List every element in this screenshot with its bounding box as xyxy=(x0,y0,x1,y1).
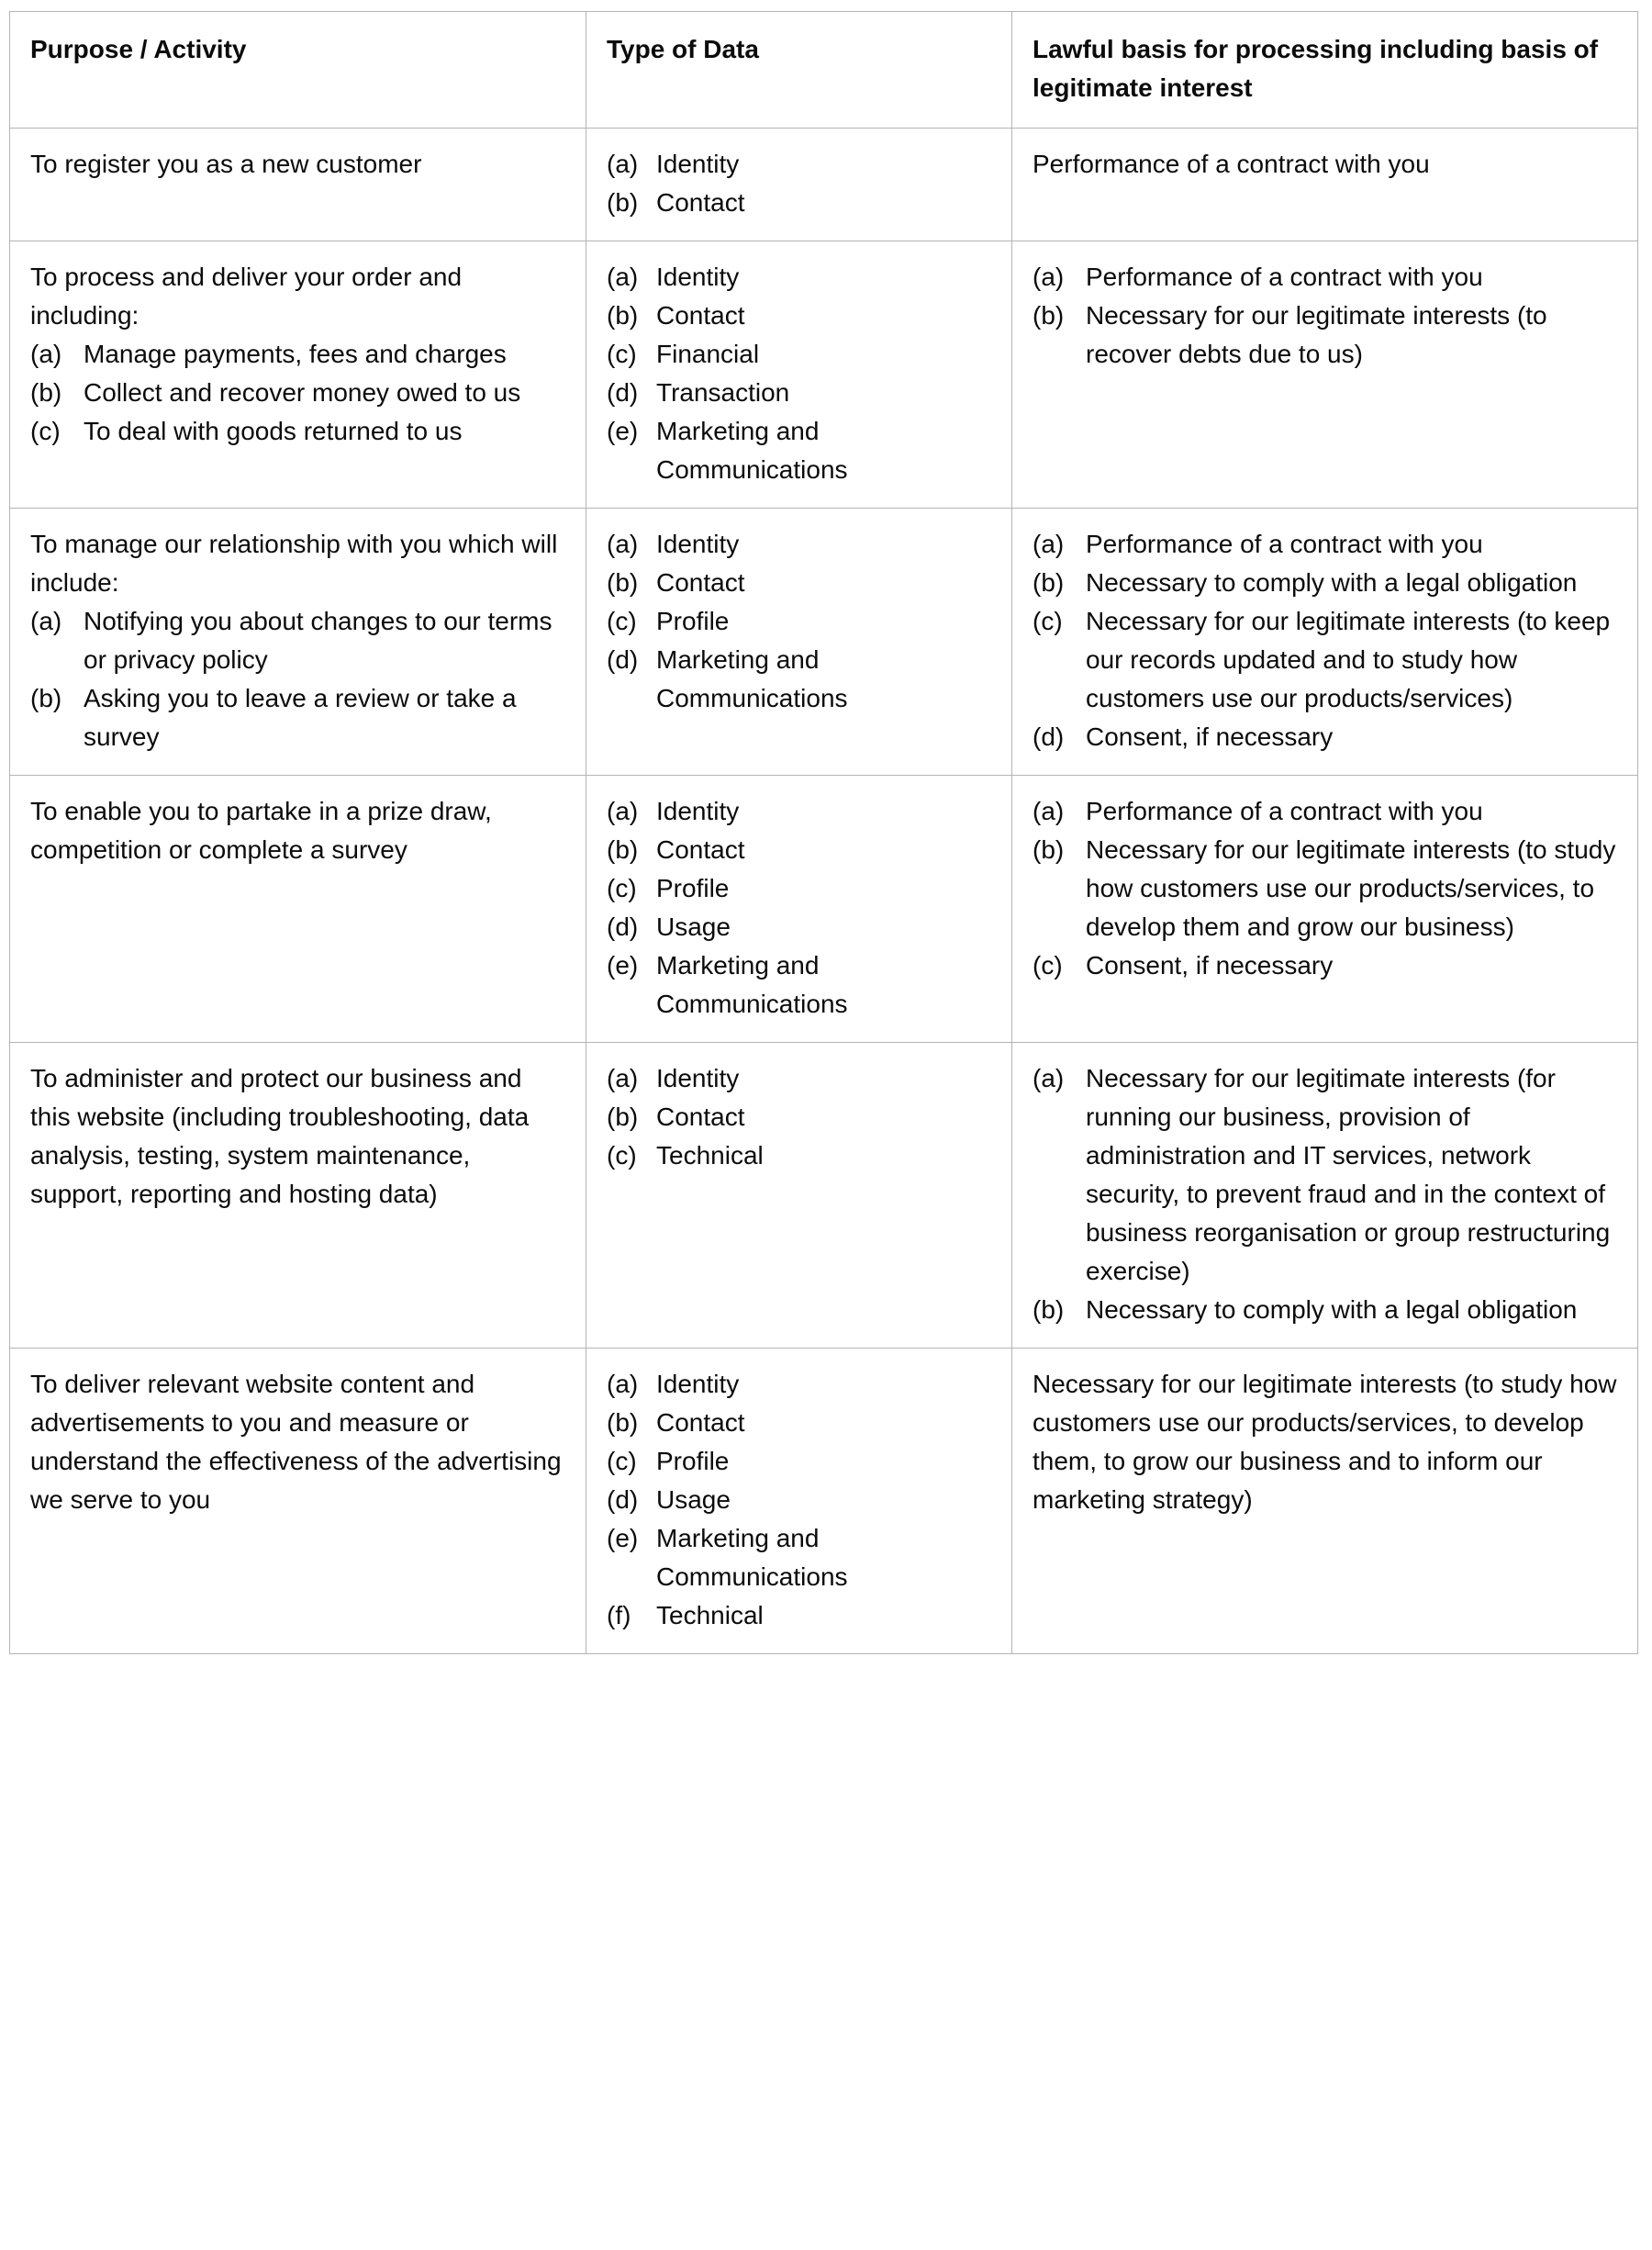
list-item xyxy=(30,602,565,679)
list-item-label: Contact xyxy=(656,301,745,330)
list-item-marker: (b) xyxy=(30,378,62,407)
column-header-type-of-data: Type of Data xyxy=(586,12,1012,129)
list-item-label: Consent, if necessary xyxy=(1086,722,1334,751)
list-item-marker: (b) xyxy=(607,1103,639,1131)
list-item-marker: (c) xyxy=(607,874,637,902)
cell-type-of-data xyxy=(586,129,1012,241)
table-header xyxy=(10,12,1638,129)
list-item xyxy=(607,258,991,297)
list-item xyxy=(30,335,565,374)
list-item-label: Transaction xyxy=(656,378,790,407)
list-item xyxy=(607,1442,991,1481)
list-item-label: Contact xyxy=(656,835,745,864)
list-item xyxy=(1032,602,1617,718)
list-item-marker: (a) xyxy=(1032,263,1065,291)
cell-type-of-data xyxy=(586,1349,1012,1654)
list-item-marker: (c) xyxy=(607,1447,637,1475)
lettered-list xyxy=(30,602,565,756)
list-item-label: Marketing and Communications xyxy=(656,1524,848,1591)
list-item xyxy=(607,908,991,946)
list-item-marker: (e) xyxy=(607,417,639,445)
cell-text: Necessary for our legitimate interests (to study how customers use our products/services, to develop them, to grow our business and to inform our marketing strategy) xyxy=(1032,1370,1617,1514)
list-item-marker: (a) xyxy=(607,797,639,825)
list-item-label: Profile xyxy=(656,874,730,902)
list-item xyxy=(1032,525,1617,564)
list-item-label: Contact xyxy=(656,1103,745,1131)
table-row xyxy=(10,241,1638,509)
list-item-marker: (b) xyxy=(607,568,639,597)
cell-text: To process and deliver your order and including: xyxy=(30,263,463,330)
cell-type-of-data xyxy=(586,509,1012,776)
list-item-marker: (a) xyxy=(1032,797,1065,825)
list-item-label: Performance of a contract with you xyxy=(1086,797,1483,825)
list-item-marker: (e) xyxy=(607,951,639,979)
table-body xyxy=(10,129,1638,1654)
list-item-marker: (a) xyxy=(30,607,62,635)
list-item-label: Financial xyxy=(656,340,760,368)
table-row xyxy=(10,776,1638,1043)
table-row xyxy=(10,129,1638,241)
lettered-list xyxy=(607,145,991,222)
lettered-list xyxy=(1032,258,1617,374)
list-item-label: Identity xyxy=(656,530,740,558)
list-item xyxy=(1032,831,1617,946)
list-item-marker: (b) xyxy=(1032,835,1065,864)
list-item-marker: (a) xyxy=(1032,530,1065,558)
list-item-label: Necessary for our legitimate interests (to keep our records updated and to study how customers use our products/services) xyxy=(1086,607,1611,712)
list-item xyxy=(607,525,991,564)
cell-text: To deliver relevant website content and advertisements to you and measure or understand the effectiveness of the advertising we serve to you xyxy=(30,1370,562,1514)
list-item-marker: (b) xyxy=(607,835,639,864)
list-item-marker: (d) xyxy=(607,645,639,674)
list-item xyxy=(1032,946,1617,985)
list-item-marker: (b) xyxy=(607,301,639,330)
list-item xyxy=(30,412,565,451)
list-item-label: Necessary for our legitimate interests (to recover debts due to us) xyxy=(1086,301,1547,368)
table-row xyxy=(10,509,1638,776)
table-row xyxy=(10,1043,1638,1349)
lettered-list xyxy=(1032,525,1617,756)
list-item-label: Identity xyxy=(656,1370,740,1398)
list-item xyxy=(607,1519,991,1596)
list-item-marker: (a) xyxy=(607,530,639,558)
list-item-label: Identity xyxy=(656,263,740,291)
list-item-label: Necessary for our legitimate interests (to study how customers use our products/services, to develop them and grow our business) xyxy=(1086,835,1616,941)
list-item-label: Necessary for our legitimate interests (for running our business, provision of administration and IT services, network security, to prevent fraud and in the context of business reorganisation or group restructuring exercise) xyxy=(1086,1064,1611,1285)
list-item-marker: (b) xyxy=(1032,568,1065,597)
lettered-list xyxy=(607,1365,991,1635)
list-item-label: Technical xyxy=(656,1141,764,1170)
list-item-label: Identity xyxy=(656,1064,740,1092)
list-item xyxy=(30,679,565,756)
lettered-list xyxy=(30,335,565,451)
list-item-label: Usage xyxy=(656,1485,731,1514)
lettered-list xyxy=(607,525,991,718)
cell-lawful-basis xyxy=(1012,776,1638,1043)
list-item xyxy=(607,792,991,831)
list-item xyxy=(1032,297,1617,374)
list-item xyxy=(607,145,991,184)
list-item-marker: (d) xyxy=(607,378,639,407)
list-item xyxy=(607,831,991,869)
cell-type-of-data xyxy=(586,1043,1012,1349)
list-item-label: Profile xyxy=(656,1447,730,1475)
list-item-label: Identity xyxy=(656,797,740,825)
cell-type-of-data xyxy=(586,776,1012,1043)
list-item xyxy=(607,641,991,718)
list-item xyxy=(607,1136,991,1175)
list-item-marker: (d) xyxy=(607,912,639,941)
cell-lawful-basis xyxy=(1012,509,1638,776)
list-item-label: Marketing and Communications xyxy=(656,417,848,484)
list-item-marker: (c) xyxy=(1032,607,1063,635)
list-item-marker: (b) xyxy=(1032,1295,1065,1324)
list-item-label: Performance of a contract with you xyxy=(1086,530,1483,558)
cell-lawful-basis xyxy=(1012,1043,1638,1349)
list-item-marker: (a) xyxy=(607,263,639,291)
list-item-label: Manage payments, fees and charges xyxy=(84,340,507,368)
cell-text: To register you as a new customer xyxy=(30,150,422,178)
list-item-label: Performance of a contract with you xyxy=(1086,263,1483,291)
list-item-label: Contact xyxy=(656,568,745,597)
list-item xyxy=(607,335,991,374)
column-header-purpose: Purpose / Activity xyxy=(10,12,586,129)
cell-text: To administer and protect our business and this website (including troubleshooting, data analysis, testing, system maintenance, support, reporting and hosting data) xyxy=(30,1064,530,1208)
list-item xyxy=(607,1098,991,1136)
list-item-label: Necessary to comply with a legal obligation xyxy=(1086,568,1578,597)
cell-purpose xyxy=(10,241,586,509)
list-item xyxy=(607,1481,991,1519)
list-item-marker: (b) xyxy=(30,684,62,712)
list-item-marker: (a) xyxy=(607,150,639,178)
list-item-label: To deal with goods returned to us xyxy=(84,417,463,445)
list-item xyxy=(1032,564,1617,602)
list-item-marker: (a) xyxy=(607,1064,639,1092)
list-item xyxy=(607,1059,991,1098)
cell-lawful-basis xyxy=(1012,1349,1638,1654)
list-item-marker: (c) xyxy=(607,340,637,368)
list-item-label: Contact xyxy=(656,1408,745,1437)
list-item xyxy=(1032,258,1617,297)
list-item-label: Technical xyxy=(656,1601,764,1629)
list-item-marker: (a) xyxy=(1032,1064,1065,1092)
list-item-marker: (b) xyxy=(607,188,639,217)
cell-purpose xyxy=(10,776,586,1043)
list-item xyxy=(1032,792,1617,831)
list-item-marker: (b) xyxy=(1032,301,1065,330)
list-item-label: Notifying you about changes to our terms or privacy policy xyxy=(84,607,553,674)
list-item-marker: (b) xyxy=(607,1408,639,1437)
list-item-label: Marketing and Communications xyxy=(656,645,848,712)
list-item xyxy=(607,1365,991,1404)
cell-lawful-basis xyxy=(1012,241,1638,509)
list-item xyxy=(607,1404,991,1442)
list-item xyxy=(607,869,991,908)
list-item-marker: (c) xyxy=(30,417,61,445)
list-item-label: Consent, if necessary xyxy=(1086,951,1334,979)
list-item-label: Profile xyxy=(656,607,730,635)
list-item-marker: (c) xyxy=(607,607,637,635)
list-item-label: Marketing and Communications xyxy=(656,951,848,1018)
list-item-label: Identity xyxy=(656,150,740,178)
list-item xyxy=(607,297,991,335)
lettered-list xyxy=(607,792,991,1024)
list-item-label: Contact xyxy=(656,188,745,217)
list-item xyxy=(607,564,991,602)
list-item-marker: (c) xyxy=(607,1141,637,1170)
list-item xyxy=(607,184,991,222)
cell-lawful-basis xyxy=(1012,129,1638,241)
list-item xyxy=(607,1596,991,1635)
list-item xyxy=(607,946,991,1024)
list-item xyxy=(1032,1291,1617,1329)
list-item-label: Collect and recover money owed to us xyxy=(84,378,521,407)
cell-purpose xyxy=(10,509,586,776)
cell-text: Performance of a contract with you xyxy=(1032,150,1430,178)
lettered-list xyxy=(607,1059,991,1175)
lettered-list xyxy=(607,258,991,489)
list-item xyxy=(607,374,991,412)
list-item-marker: (e) xyxy=(607,1524,639,1552)
list-item-marker: (f) xyxy=(607,1601,631,1629)
cell-type-of-data xyxy=(586,241,1012,509)
list-item-marker: (a) xyxy=(607,1370,639,1398)
list-item-marker: (d) xyxy=(607,1485,639,1514)
lettered-list xyxy=(1032,792,1617,985)
table-header-row xyxy=(10,12,1638,129)
lettered-list xyxy=(1032,1059,1617,1329)
list-item-marker: (d) xyxy=(1032,722,1065,751)
list-item xyxy=(30,374,565,412)
cell-purpose xyxy=(10,1043,586,1349)
list-item xyxy=(607,602,991,641)
cell-purpose xyxy=(10,129,586,241)
purpose-activity-table xyxy=(9,11,1638,1654)
list-item xyxy=(607,412,991,489)
cell-text: To manage our relationship with you which will include: xyxy=(30,530,558,597)
table-row xyxy=(10,1349,1638,1654)
list-item xyxy=(1032,718,1617,756)
list-item-label: Usage xyxy=(656,912,731,941)
list-item xyxy=(1032,1059,1617,1291)
cell-purpose xyxy=(10,1349,586,1654)
column-header-lawful-basis: Lawful basis for processing including basis of legitimate interest xyxy=(1012,12,1638,129)
list-item-label: Asking you to leave a review or take a survey xyxy=(84,684,517,751)
list-item-marker: (a) xyxy=(30,340,62,368)
list-item-label: Necessary to comply with a legal obligation xyxy=(1086,1295,1578,1324)
list-item-marker: (c) xyxy=(1032,951,1063,979)
cell-text: To enable you to partake in a prize draw, competition or complete a survey xyxy=(30,797,492,864)
